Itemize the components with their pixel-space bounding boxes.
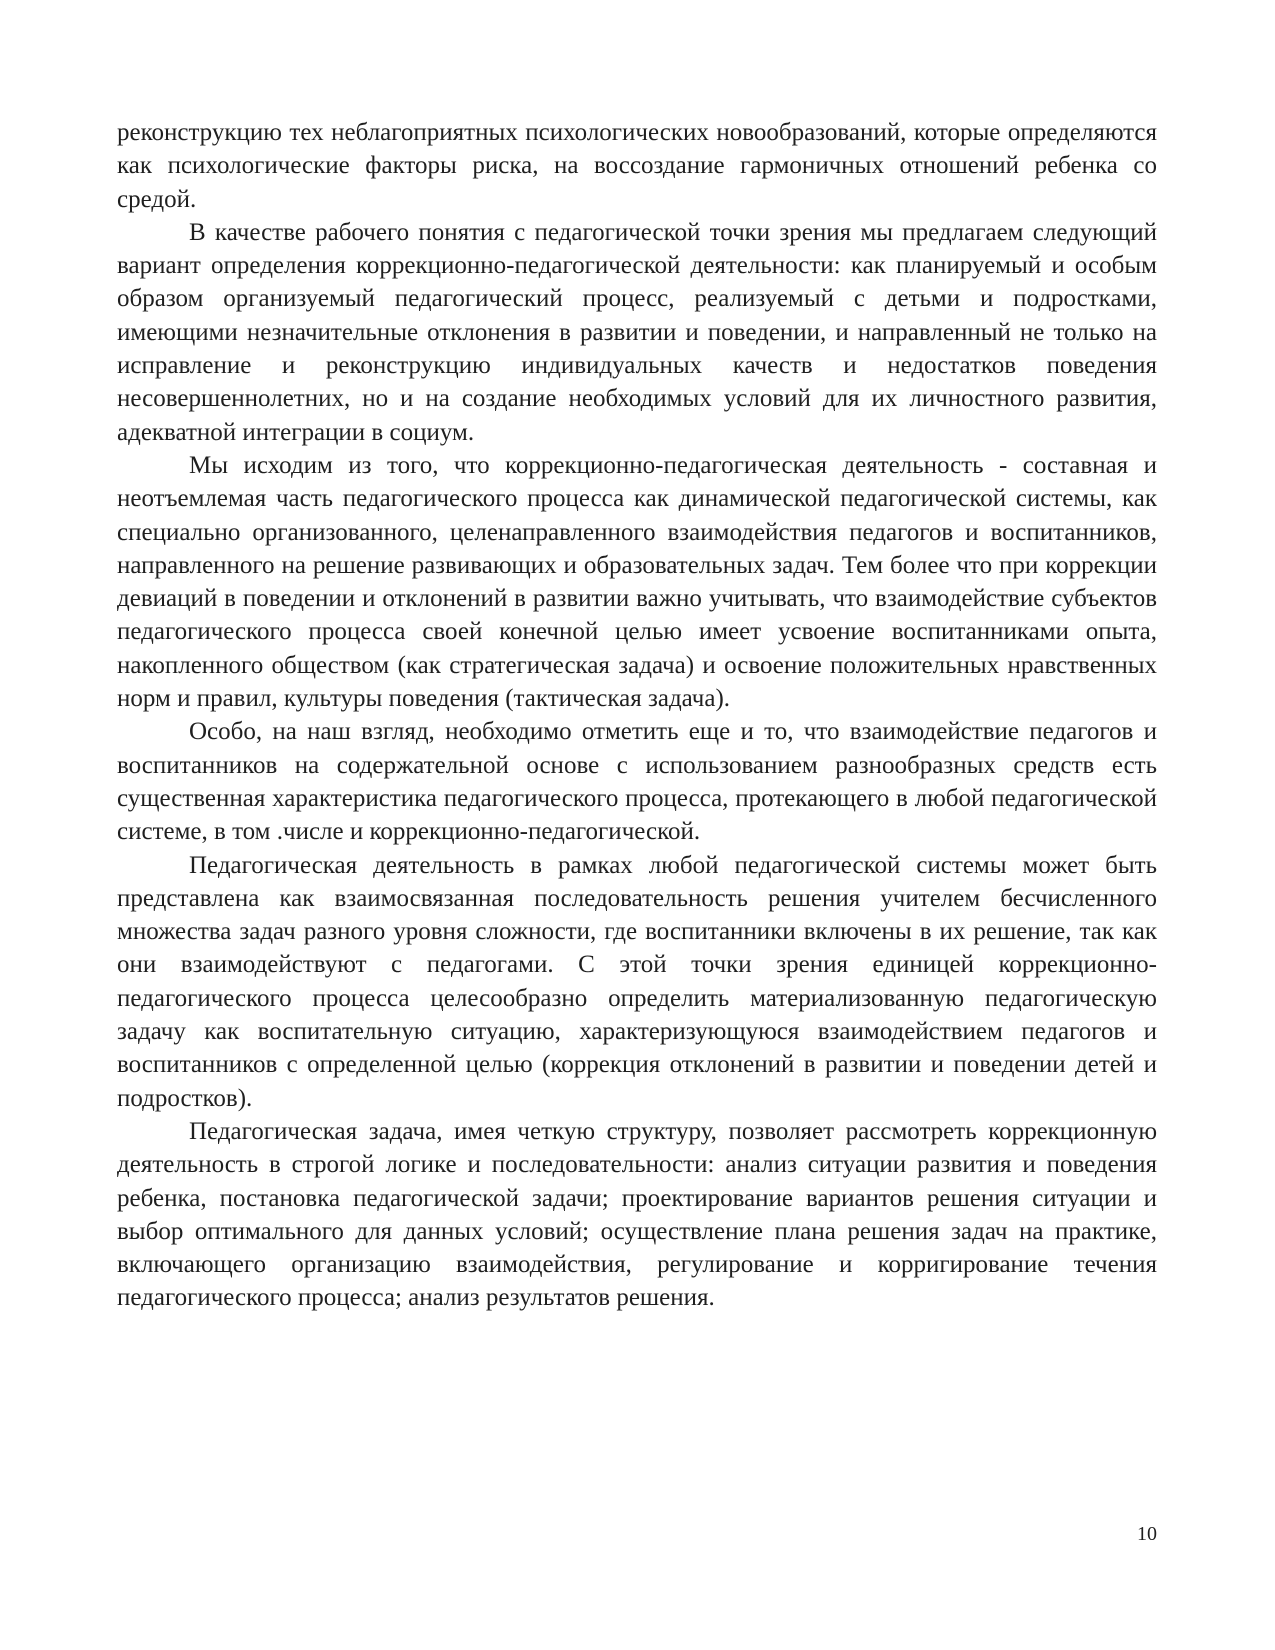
paragraph: Педагогическая деятельность в рамках любой педагогической системы может быть представлена как взаимосвязанная последовательность решения учителем бесчисленного множества задач разного уровня сложности, где воспитанники включены в их решение, так как они взаимодействуют с педагогами. С этой точки зрения единицей коррекционно-педагогического процесса целесообразно определить материализованную педагогическую задачу как воспитательную ситуацию, характеризующуюся взаимодействием педагогов и воспитанников с определенной целью (коррекция отклонений в развитии и поведении детей и подростков). <box>117 851 1157 1112</box>
paragraph: В качестве рабочего понятия с педагогической точки зрения мы предлагаем следующий вариант определения коррекционно-педагогической деятельности: как планируемый и особым образом организуемый педагогический процесс, реализуемый с детьми и подростками, имеющими незначительные отклонения в развитии и поведении, и направленный не только на исправление и реконструкцию индивидуальных качеств и недостатков поведения несовершеннолетних, но и на создание необходимых условий для их личностного развития, адекватной интеграции в социум. <box>117 218 1157 446</box>
page-number: 10 <box>1137 1523 1157 1545</box>
paragraph-continuation: реконструкцию тех неблагоприятных психологических новообразований, которые определяются как психологические факторы риска, на воссоздание гармоничных отношений ребенка со средой. <box>117 119 1157 213</box>
paragraph: Мы исходим из того, что коррекционно-педагогическая деятельность - составная и неотъемлемая часть педагогического процесса как динамической педагогической системы, как специально организованного, целенаправленного взаимодействия педагогов и воспитанников, направленного на решение развивающих и образовательных задач. Тем более что при коррекции девиаций в поведении и отклонений в развитии важно учитывать, что взаимодействие субъектов педагогического процесса своей конечной целью имеет усвоение воспитанниками опыта, накопленного обществом (как стратегическая задача) и освоение положительных нравственных норм и правил, культуры поведения (тактическая задача). <box>117 451 1157 713</box>
body-text <box>117 116 1157 1315</box>
paragraph: Особо, на наш взгляд, необходимо отметить еще и то, что взаимодействие педагогов и воспитанников на содержательной основе с использованием разнообразных средств есть существенная характеристика педагогического процесса, протекающего в любой педагогической системе, в том .числе и коррекционно-педагогической. <box>117 718 1157 846</box>
paragraph: Педагогическая задача, имея четкую структуру, позволяет рассмотреть коррекционную деятельность в строгой логике и последовательности: анализ ситуации развития и поведения ребенка, постановка педагогической задачи; проектирование вариантов решения ситуации и выбор оптимального для данных условий; осуществление плана решения задач на практике, включающего организацию взаимодействия, регулирование и корригирование течения педагогического процесса; анализ результатов решения. <box>117 1117 1157 1312</box>
